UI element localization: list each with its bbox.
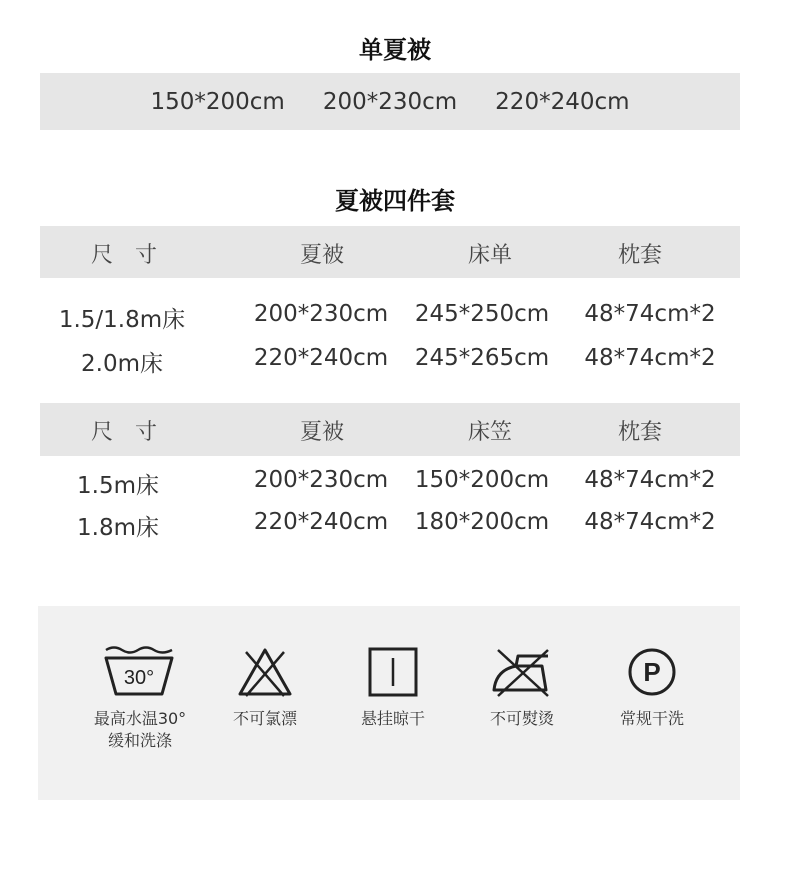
row-quilt: 220*240cm [253, 345, 389, 371]
care-label: 不可熨烫 [489, 709, 554, 728]
table1-header-pillowcase: 枕套 [617, 243, 663, 268]
row-size: 1.8m床 [77, 515, 159, 541]
row-size: 1.5m床 [77, 473, 159, 499]
care-label: 常规干洗 [619, 709, 684, 728]
four-piece-title: 夏被四件套 [335, 187, 455, 215]
dry-clean-p-icon [626, 646, 678, 698]
care-label: 不可氯漂 [232, 709, 297, 728]
table2-header-pillowcase: 枕套 [617, 420, 663, 445]
row-quilt: 200*230cm [253, 301, 389, 327]
row-pillowcase: 48*74cm*2 [584, 345, 716, 371]
no-iron-icon [490, 646, 554, 698]
line-dry-icon [367, 646, 419, 698]
row-fitted-sheet: 150*200cm [414, 467, 550, 493]
table2-header-quilt: 夏被 [299, 420, 345, 445]
size-option: 150*200cm [150, 88, 285, 115]
size-option: 220*240cm [495, 88, 630, 115]
row-sheet: 245*265cm [414, 345, 550, 371]
row-pillowcase: 48*74cm*2 [584, 467, 716, 493]
table1-header-size: 尺 寸 [90, 243, 158, 268]
table1-header-quilt: 夏被 [299, 243, 345, 268]
single-quilt-title: 单夏被 [359, 36, 431, 64]
care-item-no-iron [457, 646, 587, 730]
care-item-dry-clean [587, 646, 717, 730]
care-instructions-panel [38, 606, 740, 800]
care-item-wash [75, 646, 205, 752]
care-label: 悬挂晾干 [360, 709, 425, 728]
table2-header-size: 尺 寸 [90, 420, 158, 445]
table1-header-sheet: 床单 [467, 243, 513, 268]
row-quilt: 220*240cm [253, 509, 389, 535]
wash-temp-text: 30° [123, 667, 155, 689]
row-size: 2.0m床 [81, 351, 163, 377]
dry-clean-letter: P [643, 657, 661, 687]
row-quilt: 200*230cm [253, 467, 389, 493]
size-option: 200*230cm [322, 88, 458, 115]
row-pillowcase: 48*74cm*2 [584, 509, 716, 535]
row-size: 1.5/1.8m床 [58, 307, 186, 333]
no-bleach-icon [236, 646, 294, 698]
row-pillowcase: 48*74cm*2 [584, 301, 716, 327]
single-quilt-sizes [40, 73, 740, 130]
row-fitted-sheet: 180*200cm [414, 509, 550, 535]
care-label: 最高水温30° 缓和洗涤 [93, 709, 187, 750]
wash-30-icon [102, 646, 178, 698]
care-item-no-bleach [200, 646, 330, 730]
row-sheet: 245*250cm [414, 301, 550, 327]
table2-header-fitted-sheet: 床笠 [467, 420, 513, 445]
care-item-line-dry [328, 646, 458, 730]
